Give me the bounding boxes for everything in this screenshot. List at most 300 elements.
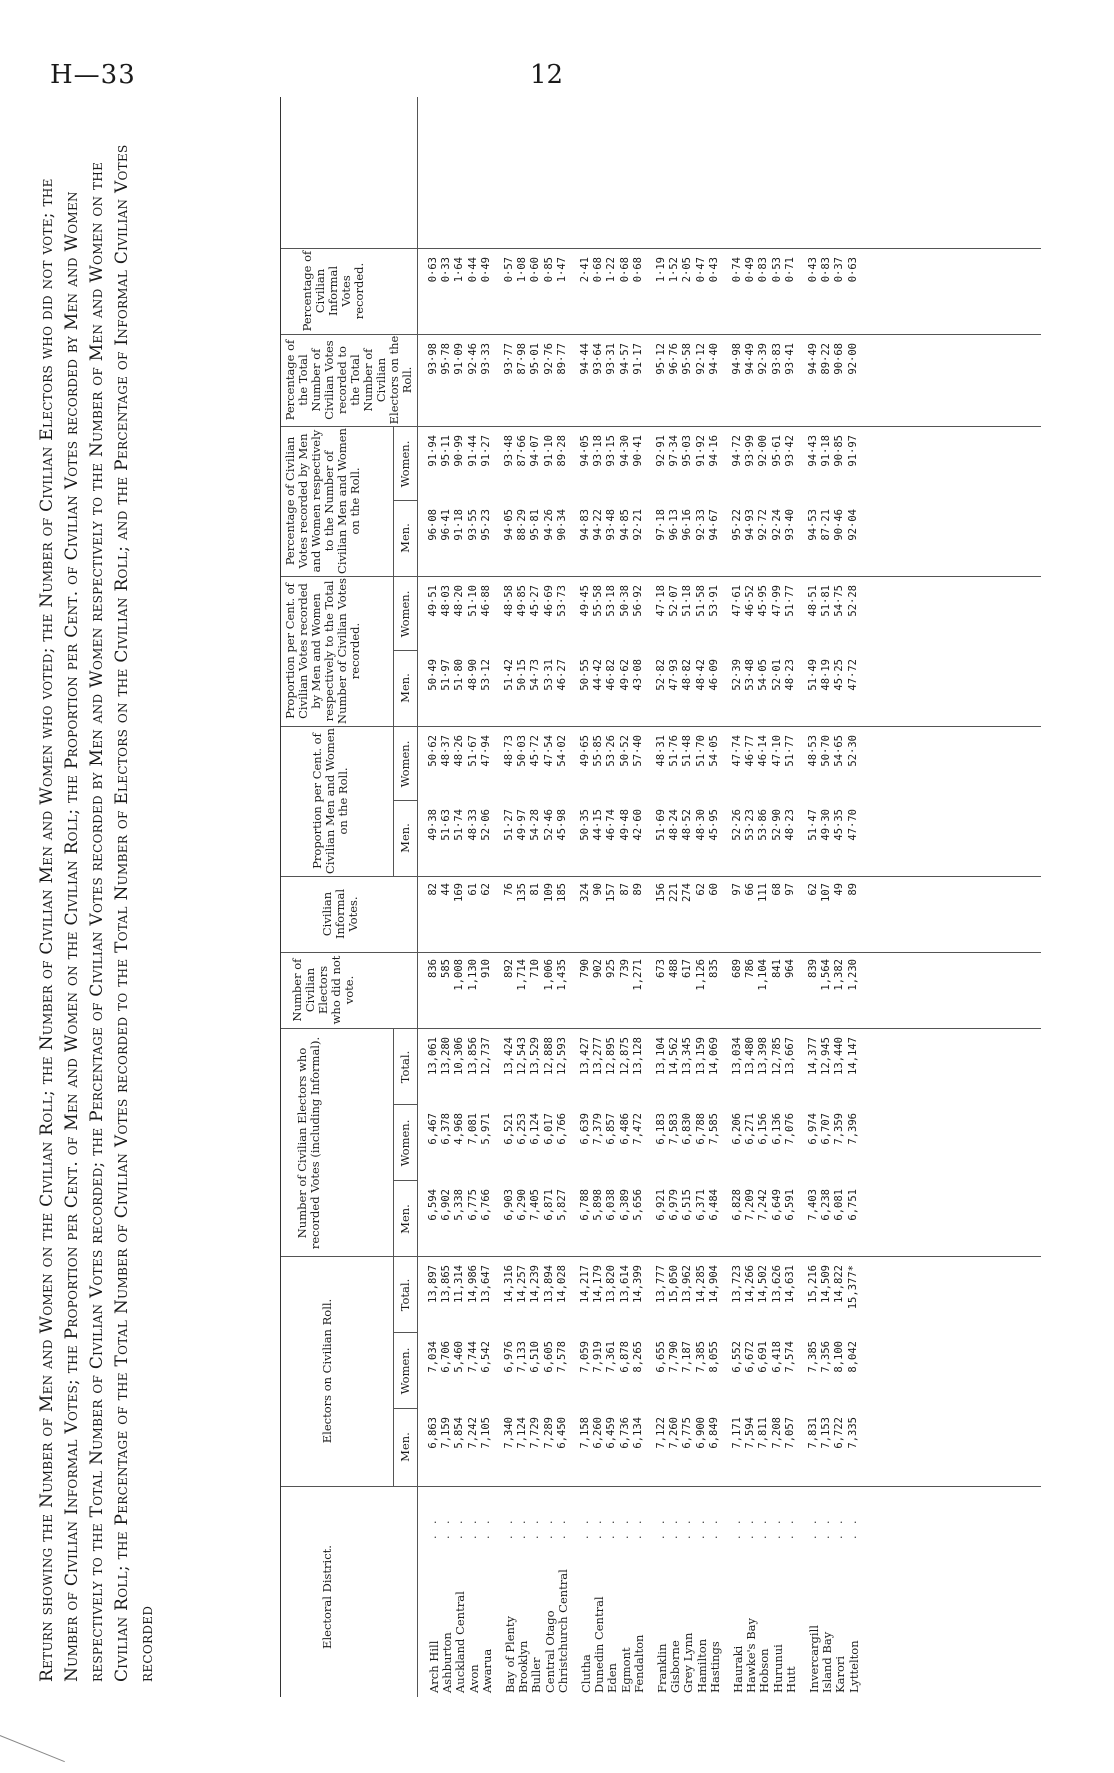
table-cell: 6,156 (757, 1113, 770, 1145)
table-cell: 49·30 (820, 809, 833, 841)
table-cell: 48·90 (466, 659, 479, 691)
district-name: Auckland Central (453, 1591, 468, 1693)
table-cell: 91·44 (466, 435, 479, 467)
table-cell: 1,271 (631, 959, 644, 991)
table-cell: 7,379 (592, 1113, 605, 1145)
table-cell: 53·31 (542, 659, 555, 691)
table-cell: 96·41 (440, 509, 453, 541)
district-name: Hamilton (694, 1638, 709, 1693)
table-cell: 13,856 (466, 1037, 479, 1075)
table-cell: 6,515 (681, 1189, 694, 1221)
leader-dots: . . (515, 1516, 529, 1539)
table-cell: 1·19 (655, 257, 667, 283)
table-cell: 14,147 (846, 1037, 859, 1075)
table-cell: 6,902 (440, 1189, 453, 1221)
table-cell: 739 (618, 959, 631, 978)
table-cell: 48·58 (503, 585, 515, 617)
table-cell: 835 (707, 959, 720, 978)
table-cell: 0·71 (783, 257, 796, 283)
table-cell: 157 (605, 883, 618, 902)
table-cell: 62 (807, 883, 819, 896)
table-cell: 964 (783, 959, 796, 978)
table-cell: 925 (605, 959, 618, 978)
table-cell: 44 (440, 883, 453, 896)
table-cell: 87·66 (516, 435, 529, 467)
table-cell: 45·95 (707, 809, 720, 841)
table-cell: 95·01 (529, 343, 542, 375)
table-cell: 13,723 (731, 1265, 743, 1303)
table-cell: 95·23 (479, 509, 492, 541)
table-cell: 89·22 (820, 343, 833, 375)
table-cell: 6,253 (516, 1113, 529, 1145)
table-cell: 7,744 (466, 1341, 479, 1373)
table-cell: 54·75 (833, 585, 846, 617)
table-cell: 48·42 (694, 659, 707, 691)
document-code: H—33 (50, 60, 136, 90)
leader-dots: . . (528, 1516, 542, 1539)
table-cell: 94·05 (579, 435, 591, 467)
table-cell: 61 (466, 883, 479, 896)
table-cell: 51·42 (503, 659, 515, 691)
table-cell: 1·47 (555, 257, 568, 283)
district-name: Eden (605, 1663, 620, 1693)
table-cell: 7,242 (466, 1417, 479, 1449)
table-cell: 92·00 (757, 435, 770, 467)
leader-dots: . . (693, 1516, 707, 1539)
table-cell: 0·83 (757, 257, 770, 283)
leader-dots: . . (604, 1516, 618, 1539)
table-cell: 90 (592, 883, 605, 896)
table-cell: 47·18 (655, 585, 667, 617)
group-header-rule (393, 577, 394, 727)
table-cell: 45·95 (757, 585, 770, 617)
table-cell: 6,521 (503, 1113, 515, 1145)
table-cell: 53·91 (707, 585, 720, 617)
table-cell: 81 (529, 883, 542, 896)
table-cell: 6,871 (542, 1189, 555, 1221)
table-cell: 14,631 (783, 1265, 796, 1303)
table-cell: 87·98 (516, 343, 529, 375)
district-name: Karori (833, 1655, 848, 1693)
table-cell: 6,260 (592, 1417, 605, 1449)
table-cell: 1,006 (542, 959, 555, 991)
table-cell: 94·49 (807, 343, 819, 375)
column-divider (281, 248, 1041, 249)
table-cell: 50·70 (820, 735, 833, 767)
table-cell: 6,830 (681, 1113, 694, 1145)
table-cell: 6,903 (503, 1189, 515, 1221)
district-name: Bay of Plenty (503, 1615, 517, 1693)
table-cell: 109 (542, 883, 555, 902)
table-cell: 0·57 (503, 257, 515, 283)
table-cell: 6,766 (555, 1113, 568, 1145)
table-cell: 94·44 (579, 343, 591, 375)
table-cell: 68 (770, 883, 783, 896)
table-cell: 6,594 (427, 1189, 439, 1221)
table-cell: 1,382 (833, 959, 846, 991)
table-cell: 6,751 (846, 1189, 859, 1221)
table-cell: 7,187 (681, 1341, 694, 1373)
table-cell: 6,124 (529, 1113, 542, 1145)
header-prop-votes-women: Women. (398, 590, 412, 638)
table-cell: 7,133 (516, 1341, 529, 1373)
table-cell: 48·51 (807, 585, 819, 617)
header-voted-men: Men. (398, 1204, 412, 1234)
table-cell: 53·73 (555, 585, 568, 617)
table-cell: 7,208 (770, 1417, 783, 1449)
table-cell: 48·20 (453, 585, 466, 617)
table-cell: 94·22 (592, 509, 605, 541)
table-cell: 6,921 (655, 1189, 667, 1221)
table-cell: 95·12 (655, 343, 667, 375)
header-pct-votes-women: Women. (398, 440, 412, 488)
table-cell: 94·30 (618, 435, 631, 467)
table-cell: 46·27 (555, 659, 568, 691)
table-cell: 910 (479, 959, 492, 978)
table-cell: 49·38 (427, 809, 439, 841)
table-cell: 50·03 (516, 735, 529, 767)
table-cell: 13,820 (605, 1265, 618, 1303)
table-cell: 8,042 (846, 1341, 859, 1373)
table-cell: 94·83 (579, 509, 591, 541)
table-cell: 6,486 (618, 1113, 631, 1145)
table-cell: 0·68 (618, 257, 631, 283)
column-divider (281, 876, 1041, 877)
table-cell: 1·22 (605, 257, 618, 283)
scan-artifact-line (0, 1735, 65, 1762)
table-cell: 94·40 (707, 343, 720, 375)
table-cell: 46·77 (744, 735, 757, 767)
table-cell: 53·26 (605, 735, 618, 767)
table-cell: 42·60 (631, 809, 644, 841)
table-cell: 91·27 (479, 435, 492, 467)
table-cell: 7,122 (655, 1417, 667, 1449)
table-cell: 0·44 (466, 257, 479, 283)
table-cell: 6,707 (820, 1113, 833, 1145)
table-cell: 91·92 (694, 435, 707, 467)
table-cell: 14,502 (757, 1265, 770, 1303)
leader-dots: . . (845, 1516, 859, 1539)
table-cell: 46·82 (605, 659, 618, 691)
district-name: Brooklyn (516, 1640, 531, 1693)
table-cell: 6,378 (440, 1113, 453, 1145)
table-cell: 91·18 (820, 435, 833, 467)
table-cell: 324 (579, 883, 591, 902)
table-cell: 91·10 (542, 435, 555, 467)
table-cell: 94·98 (731, 343, 743, 375)
table-cell: 673 (655, 959, 667, 978)
table-cell: 48·23 (783, 659, 796, 691)
subcolumn-divider (393, 1408, 417, 1409)
table-cell: 1·08 (516, 257, 529, 283)
table-cell: 14,239 (529, 1265, 542, 1303)
table-cell: 13,667 (783, 1037, 796, 1075)
table-cell: 0·60 (529, 257, 542, 283)
table-cell: 0·49 (744, 257, 757, 283)
table-cell: 14,316 (503, 1265, 515, 1303)
table-cell: 13,647 (479, 1265, 492, 1303)
table-cell: 48·33 (466, 809, 479, 841)
table-cell: 7,583 (668, 1113, 681, 1145)
table-cell: 14,562 (668, 1037, 681, 1075)
table-cell: 0·63 (427, 257, 439, 283)
table-cell: 94·57 (618, 343, 631, 375)
table-cell: 6,591 (783, 1189, 796, 1221)
header-pct-informal: Percentage of Civilian Informal Votes recorded. (300, 250, 366, 332)
table-cell: 92·33 (694, 509, 707, 541)
table-cell: 6,510 (529, 1341, 542, 1373)
table-cell: 7,405 (529, 1189, 542, 1221)
district-name: Central Otago (542, 1610, 557, 1693)
table-cell: 90·41 (631, 435, 644, 467)
table-cell: 13,529 (529, 1037, 542, 1075)
table-cell: 12,945 (820, 1037, 833, 1075)
table-cell: 0·68 (592, 257, 605, 283)
table-cell: 50·62 (427, 735, 439, 767)
table-cell: 51·58 (694, 585, 707, 617)
table-cell: 15,377* (846, 1265, 859, 1310)
leader-dots: . . (617, 1516, 631, 1539)
table-cell: 12,543 (516, 1037, 529, 1075)
table-cell: 14,904 (707, 1265, 720, 1303)
table-cell: 51·74 (453, 809, 466, 841)
table-cell: 7,359 (833, 1113, 846, 1145)
table-cell: 0·85 (542, 257, 555, 283)
table-cell: 95·61 (770, 435, 783, 467)
table-cell: 0·53 (770, 257, 783, 283)
table-cell: 47·94 (479, 735, 492, 767)
table-cell: 94·72 (731, 435, 743, 467)
table-cell: 892 (503, 959, 515, 978)
table-cell: 0·47 (694, 257, 707, 283)
table-cell: 710 (529, 959, 542, 978)
district-name: Ashburton (440, 1632, 455, 1693)
table-cell: 53·18 (605, 585, 618, 617)
table-cell: 92·72 (757, 509, 770, 541)
table-cell: 48·26 (453, 735, 466, 767)
table-cell: 14,179 (592, 1265, 605, 1303)
table-cell: 14,028 (555, 1265, 568, 1303)
district-name: Grey Lynn (681, 1632, 696, 1693)
leader-dots: . . (769, 1516, 783, 1539)
table-cell: 6,878 (618, 1341, 631, 1373)
leader-dots: . . (667, 1516, 681, 1539)
leader-dots: . . (743, 1516, 757, 1539)
district-name: Lyttelton (846, 1640, 861, 1693)
table-cell: 13,614 (618, 1265, 631, 1303)
table-cell: 6,206 (731, 1113, 743, 1145)
table-cell: 93·18 (592, 435, 605, 467)
table-cell: 6,271 (744, 1113, 757, 1145)
subcolumn-divider (393, 500, 417, 501)
table-cell: 7,171 (731, 1417, 743, 1449)
table-cell: 91·97 (846, 435, 859, 467)
table-cell: 6,722 (833, 1417, 846, 1449)
table-cell: 62 (694, 883, 707, 896)
leader-dots: . . (832, 1516, 846, 1539)
table-cell: 0·43 (807, 257, 819, 283)
table-cell: 52·28 (846, 585, 859, 617)
table-cell: 48·24 (668, 809, 681, 841)
table-cell: 52·01 (770, 659, 783, 691)
table-cell: 94·85 (618, 509, 631, 541)
table-cell: 11,314 (453, 1265, 466, 1303)
header-not-voted: Number of Civilian Electors who did not vote. (290, 955, 356, 1025)
table-cell: 185 (555, 883, 568, 902)
table-cell: 6,976 (503, 1341, 515, 1373)
table-cell: 47·99 (770, 585, 783, 617)
table-cell: 49·51 (427, 585, 439, 617)
table-cell: 51·69 (655, 809, 667, 841)
header-district: Electoral District. (320, 1545, 334, 1649)
table-cell: 7,158 (579, 1417, 591, 1449)
table-cell: 49·97 (516, 809, 529, 841)
table-cell: 13,894 (542, 1265, 555, 1303)
table-cell: 95·22 (731, 509, 743, 541)
table-cell: 90·85 (833, 435, 846, 467)
table-cell: 54·02 (555, 735, 568, 767)
leader-dots: . . (478, 1516, 492, 1539)
table-cell: 93·99 (744, 435, 757, 467)
header-prop-votes-men: Men. (398, 673, 412, 703)
table-cell: 51·70 (694, 735, 707, 767)
table-cell: 7,811 (757, 1417, 770, 1449)
header-electors-total: Total. (398, 1278, 412, 1312)
table-cell: 91·18 (453, 509, 466, 541)
table-cell: 49·48 (618, 809, 631, 841)
table-cell: 7,831 (807, 1417, 819, 1449)
table-cell: 7,585 (707, 1113, 720, 1145)
leader-dots: . . (706, 1516, 720, 1539)
table-cell: 585 (440, 959, 453, 978)
district-name: Hutt (783, 1666, 798, 1693)
table-cell: 14,266 (744, 1265, 757, 1303)
table-cell: 5,827 (555, 1189, 568, 1221)
table-cell: 96·76 (668, 343, 681, 375)
group-header-rule (393, 427, 394, 577)
table-cell: 13,962 (681, 1265, 694, 1303)
table-cell: 97·34 (668, 435, 681, 467)
table-cell: 47·74 (731, 735, 743, 767)
table-cell: 14,399 (631, 1265, 644, 1303)
header-pct-total: Percentage of the Total Number of Civilian Votes recorded to the Total Number of Civilian Electors on the Roll. (283, 335, 414, 425)
table-cell: 12,593 (555, 1037, 568, 1075)
header-informal: Civilian Informal Votes. (320, 888, 360, 940)
table-cell: 7,159 (440, 1417, 453, 1449)
table-cell: 50·52 (618, 735, 631, 767)
table-cell: 47·54 (542, 735, 555, 767)
table-cell: 88·29 (516, 509, 529, 541)
table-cell: 7,729 (529, 1417, 542, 1449)
table-cell: 95·11 (440, 435, 453, 467)
table-cell: 92·24 (770, 509, 783, 541)
table-cell: 6,900 (694, 1417, 707, 1449)
district-name: Franklin (655, 1643, 669, 1693)
leader-dots: . . (730, 1516, 743, 1539)
subcolumn-divider (393, 1180, 417, 1181)
district-name: Avon (466, 1664, 481, 1693)
header-pct-votes-men: Men. (398, 523, 412, 553)
table-cell: 48·37 (440, 735, 453, 767)
table-cell: 0·33 (440, 257, 453, 283)
table-cell: 51·76 (668, 735, 681, 767)
table-cell: 49·65 (579, 735, 591, 767)
table-cell: 6,017 (542, 1113, 555, 1145)
table-cell: 52·90 (770, 809, 783, 841)
leader-dots: . . (426, 1516, 439, 1539)
leader-dots: . . (654, 1516, 667, 1539)
table-cell: 6,484 (707, 1189, 720, 1221)
leader-dots: . . (465, 1516, 479, 1539)
header-electors-men: Men. (398, 1432, 412, 1462)
table-cell: 14,822 (833, 1265, 846, 1303)
table-cell: 0·68 (631, 257, 644, 283)
table-cell: 48·52 (681, 809, 694, 841)
table-cell: 221 (668, 883, 681, 902)
table-cell: 91·17 (631, 343, 644, 375)
table-cell: 49·85 (516, 585, 529, 617)
table-cell: 60 (707, 883, 720, 896)
table-cell: 51·81 (820, 585, 833, 617)
table-cell: 7,076 (783, 1113, 796, 1145)
table-cell: 54·05 (757, 659, 770, 691)
table-cell: 93·41 (783, 343, 796, 375)
header-prop-roll-women: Women. (398, 740, 412, 788)
table-cell: 14,285 (694, 1265, 707, 1303)
table-cell: 94·26 (542, 509, 555, 541)
table-cell: 13,345 (681, 1037, 694, 1075)
table-cell: 1,104 (757, 959, 770, 991)
table-cell: 689 (731, 959, 743, 978)
table-cell: 8,265 (631, 1341, 644, 1373)
group-header-rule (393, 727, 394, 877)
table-cell: 6,775 (466, 1189, 479, 1221)
header-voted-total: Total. (398, 1050, 412, 1084)
table-cell: 12,785 (770, 1037, 783, 1075)
table-cell: 92·39 (757, 343, 770, 375)
table-cell: 47·72 (846, 659, 859, 691)
table-cell: 97 (783, 883, 796, 896)
rotated-table-block (35, 82, 1045, 1712)
table-cell: 5,460 (453, 1341, 466, 1373)
header-prop-votes-group: Proportion per Cent. of Civilian Votes recorded by Men and Women respectively to the Total Number of Civilian Votes recorded. (283, 578, 362, 724)
table-cell: 95·78 (440, 343, 453, 375)
table-cell: 13,865 (440, 1265, 453, 1303)
table-cell: 7,790 (668, 1341, 681, 1373)
table-cell: 6,038 (605, 1189, 618, 1221)
table-cell: 7,081 (466, 1113, 479, 1145)
table-cell: 13,280 (440, 1037, 453, 1075)
district-name: Hurunui (770, 1644, 785, 1693)
table-cell: 54·05 (707, 735, 720, 767)
table-cell: 6,672 (744, 1341, 757, 1373)
table-cell: 6,788 (694, 1113, 707, 1145)
table-cell: 10,306 (453, 1037, 466, 1075)
table-cell: 94·93 (744, 509, 757, 541)
district-name: Dunedin Central (592, 1596, 607, 1693)
table-cell: 95·81 (529, 509, 542, 541)
table-cell: 53·12 (479, 659, 492, 691)
table-cell: 95·58 (681, 343, 694, 375)
district-name: Clutha (579, 1654, 593, 1693)
table-cell: 786 (744, 959, 757, 978)
table-cell: 6,788 (579, 1189, 591, 1221)
leader-dots: . . (452, 1516, 466, 1539)
table-cell: 53·86 (757, 809, 770, 841)
table-cell: 94·67 (707, 509, 720, 541)
table-cell: 89·28 (555, 435, 568, 467)
table-cell: 14,377 (807, 1037, 819, 1075)
